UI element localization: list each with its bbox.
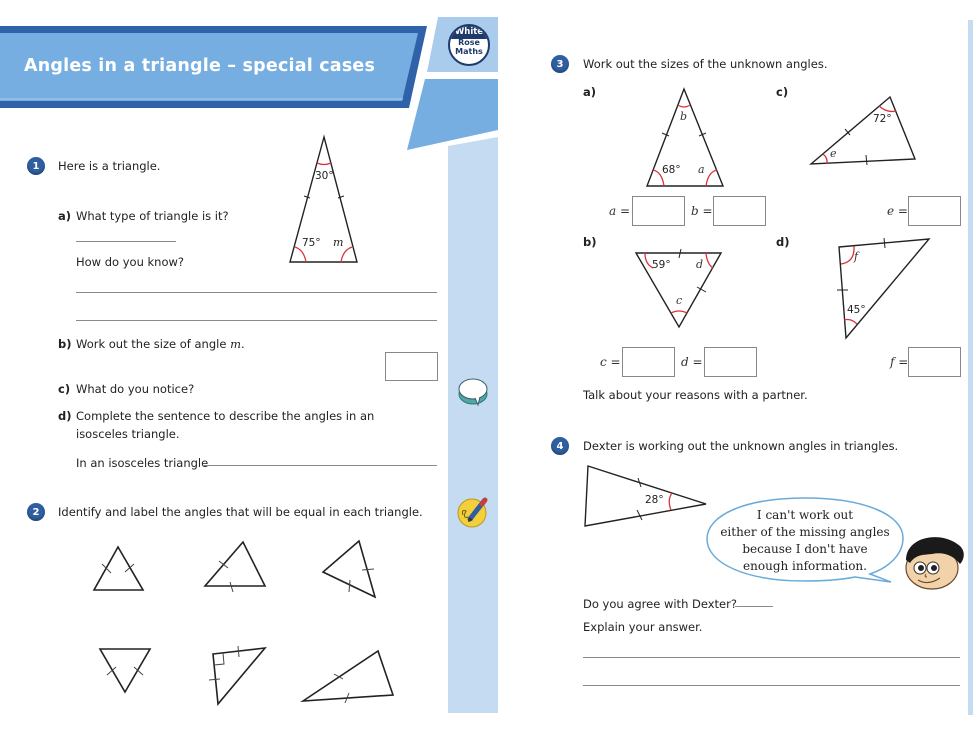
question-1-badge: 1 bbox=[27, 157, 45, 175]
q3-answer-a-box[interactable] bbox=[632, 196, 685, 226]
q3a-var-b: b bbox=[680, 110, 688, 123]
q3c-label: c) bbox=[776, 85, 789, 99]
q1c-label: c) bbox=[58, 382, 71, 396]
q3-answer-b-label: b = bbox=[691, 204, 713, 218]
q3b-label: b) bbox=[583, 235, 597, 249]
q4-explain-line-1[interactable] bbox=[583, 657, 960, 658]
q4-agree-text: Do you agree with Dexter? bbox=[583, 597, 737, 611]
q4-explain-text: Explain your answer. bbox=[583, 620, 703, 634]
q3-answer-c-label: c = bbox=[600, 355, 621, 369]
page-title: Angles in a triangle – special cases bbox=[24, 56, 376, 76]
q1d-label: d) bbox=[58, 409, 72, 423]
q4-agree-answer-line[interactable] bbox=[735, 606, 773, 607]
logo-word-white: White bbox=[450, 26, 488, 39]
q2-text: Identify and label the angles that will be equal in each triangle. bbox=[58, 505, 423, 519]
q3c-var-e: e bbox=[830, 147, 837, 160]
q3-text: Work out the sizes of the unknown angles. bbox=[583, 57, 828, 71]
q1a-label: a) bbox=[58, 209, 72, 223]
q3-answer-f-label: f = bbox=[890, 355, 909, 369]
q3b-var-d: d bbox=[696, 258, 704, 271]
q3a-given-angle: 68° bbox=[662, 164, 681, 176]
q1a-text: What type of triangle is it? bbox=[76, 209, 229, 223]
q3-answer-a-label: a = bbox=[609, 204, 631, 218]
q3-answer-d-label: d = bbox=[681, 355, 703, 369]
logo-word-rose: Rose bbox=[458, 38, 480, 47]
q3a-label: a) bbox=[583, 85, 597, 99]
q1-left-angle-label: 75° bbox=[302, 237, 321, 249]
question-2-badge: 2 bbox=[27, 503, 45, 521]
dexter-speech-line-4: enough information. bbox=[743, 559, 867, 573]
q1b-var: m bbox=[230, 337, 241, 351]
q3d-triangle bbox=[837, 238, 929, 338]
q3c-triangle bbox=[811, 97, 915, 165]
q1b-label: b) bbox=[58, 337, 72, 351]
q3b-var-c: c bbox=[676, 294, 683, 307]
q1-top-angle-label: 30° bbox=[315, 170, 334, 182]
q1-intro: Here is a triangle. bbox=[58, 159, 161, 173]
q3d-label: d) bbox=[776, 235, 790, 249]
q1a-followup: How do you know? bbox=[76, 255, 185, 269]
q1c-text: What do you notice? bbox=[76, 382, 195, 396]
dexter-speech-line-2: either of the missing angles bbox=[720, 525, 890, 539]
question-4-badge: 4 bbox=[551, 437, 569, 455]
dexter-speech-line-3: because I don't have bbox=[742, 542, 868, 556]
q1d-sentence: In an isosceles triangle bbox=[76, 456, 209, 470]
q3-talk-text: Talk about your reasons with a partner. bbox=[583, 388, 808, 402]
q3a-triangle bbox=[647, 89, 723, 186]
logo-word-maths: Maths bbox=[455, 47, 483, 56]
q1d-text-line2: isosceles triangle. bbox=[76, 427, 180, 441]
q3b-triangle bbox=[636, 249, 721, 327]
q3-answer-d-box[interactable] bbox=[704, 347, 757, 377]
q3b-given-angle: 59° bbox=[652, 259, 671, 271]
q3a-var-a: a bbox=[698, 163, 705, 176]
dexter-avatar bbox=[902, 530, 968, 594]
q3-answer-e-label: e = bbox=[887, 204, 908, 218]
q1b-text-prefix: Work out the size of angle bbox=[76, 337, 231, 351]
q3-answer-f-box[interactable] bbox=[908, 347, 961, 377]
q1d-text-line1: Complete the sentence to describe the angles in an bbox=[76, 409, 375, 423]
q4-explain-line-2[interactable] bbox=[583, 685, 960, 686]
q3d-given-angle: 45° bbox=[847, 304, 866, 316]
dexter-speech-line-1: I can't work out bbox=[756, 508, 854, 522]
q4-given-angle: 28° bbox=[645, 494, 664, 506]
q3d-var-f: f bbox=[854, 250, 859, 263]
q3-answer-e-box[interactable] bbox=[908, 196, 961, 226]
q3-answer-c-box[interactable] bbox=[622, 347, 675, 377]
q4-text: Dexter is working out the unknown angles in triangles. bbox=[583, 439, 899, 453]
question-3-badge: 3 bbox=[551, 55, 569, 73]
q1-right-angle-var: m bbox=[333, 236, 344, 249]
q1b-text-suffix: . bbox=[240, 337, 245, 351]
q3c-given-angle: 72° bbox=[873, 113, 892, 125]
q3-answer-b-box[interactable] bbox=[713, 196, 766, 226]
